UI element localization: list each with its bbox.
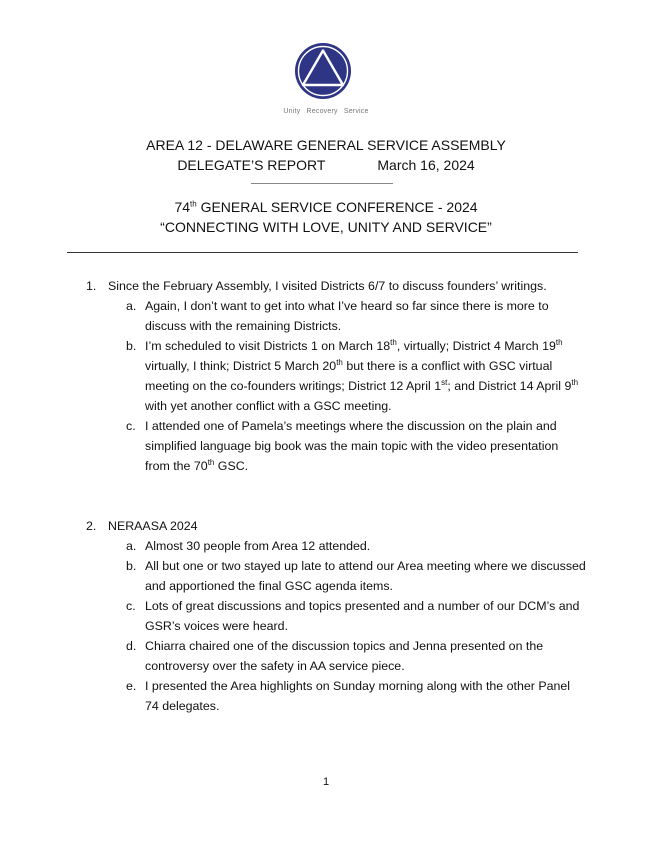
sub-item-text: I’m scheduled to visit Districts 1 on March 18th, virtually; District 4 March 19th virtually, I think; District 5 March 20th but there is a conflict with GSC virtual meeting on the co-founders writings; District 12 April 1st; and District 14 April 9th with yet another conflict with a GSC meeting. <box>145 337 579 413</box>
assembly-title: AREA 12 - DELAWARE GENERAL SERVICE ASSEMBLY <box>146 137 506 153</box>
title-divider <box>251 183 393 184</box>
sub-list-item <box>86 676 586 716</box>
sub-list-item <box>86 536 586 556</box>
sub-item-text: Lots of great discussions and topics presented and a number of our DCM’s and GSR’s voices were heard. <box>145 599 580 633</box>
sub-item-text: All but one or two stayed up late to attend our Area meeting where we discussed and apportioned the final GSC agenda items. <box>145 559 586 593</box>
report-title <box>0 155 652 175</box>
sub-item-letter: c. <box>126 599 136 613</box>
sub-list-item <box>86 296 586 336</box>
conference-theme: “CONNECTING WITH LOVE, UNITY AND SERVICE” <box>160 219 492 235</box>
header-divider <box>67 252 578 253</box>
sub-item-letter: d. <box>126 639 137 653</box>
item-text: Since the February Assembly, I visited Districts 6/7 to discuss founders’ writings. <box>108 279 547 293</box>
item-number: 2. <box>86 519 97 533</box>
sub-item-text: I attended one of Pamela’s meetings where the discussion on the plain and simplified language big book was the main topic with the video presentation from the 70th GSC. <box>145 419 559 473</box>
sub-list-item <box>86 596 586 636</box>
sub-item-letter: b. <box>126 559 137 573</box>
report-body <box>86 276 586 716</box>
sub-list-item <box>86 556 586 596</box>
sub-item-text: Almost 30 people from Area 12 attended. <box>145 539 371 553</box>
sub-item-letter: a. <box>126 539 137 553</box>
item-number: 1. <box>86 279 97 293</box>
conference-title: 74th GENERAL SERVICE CONFERENCE - 2024 <box>174 199 478 215</box>
sub-item-text: Again, I don’t want to get into what I’ve heard so far since there is more to discuss with the remaining Districts. <box>145 299 549 333</box>
sub-item-letter: b. <box>126 339 137 353</box>
list-item <box>86 516 586 536</box>
item-text: NERAASA 2024 <box>108 519 198 533</box>
sub-item-letter: c. <box>126 419 136 433</box>
sub-list-item <box>86 636 586 676</box>
sub-item-text: I presented the Area highlights on Sunday morning along with the other Panel 74 delegates. <box>145 679 571 713</box>
logo-tagline: Unity Recovery Service <box>283 108 369 115</box>
sub-item-letter: a. <box>126 299 137 313</box>
report-label: DELEGATE’S REPORT <box>177 157 326 173</box>
list-item <box>86 276 586 296</box>
sub-list-item <box>86 336 586 416</box>
page-number: 1 <box>322 776 330 788</box>
circle-triangle-logo-icon <box>293 41 353 101</box>
sub-item-letter: e. <box>126 679 137 693</box>
sub-item-text: Chiarra chaired one of the discussion topics and Jenna presented on the controversy over the safety in AA service piece. <box>145 639 544 673</box>
report-date: March 16, 2024 <box>377 157 475 173</box>
sub-list-item <box>86 416 586 476</box>
